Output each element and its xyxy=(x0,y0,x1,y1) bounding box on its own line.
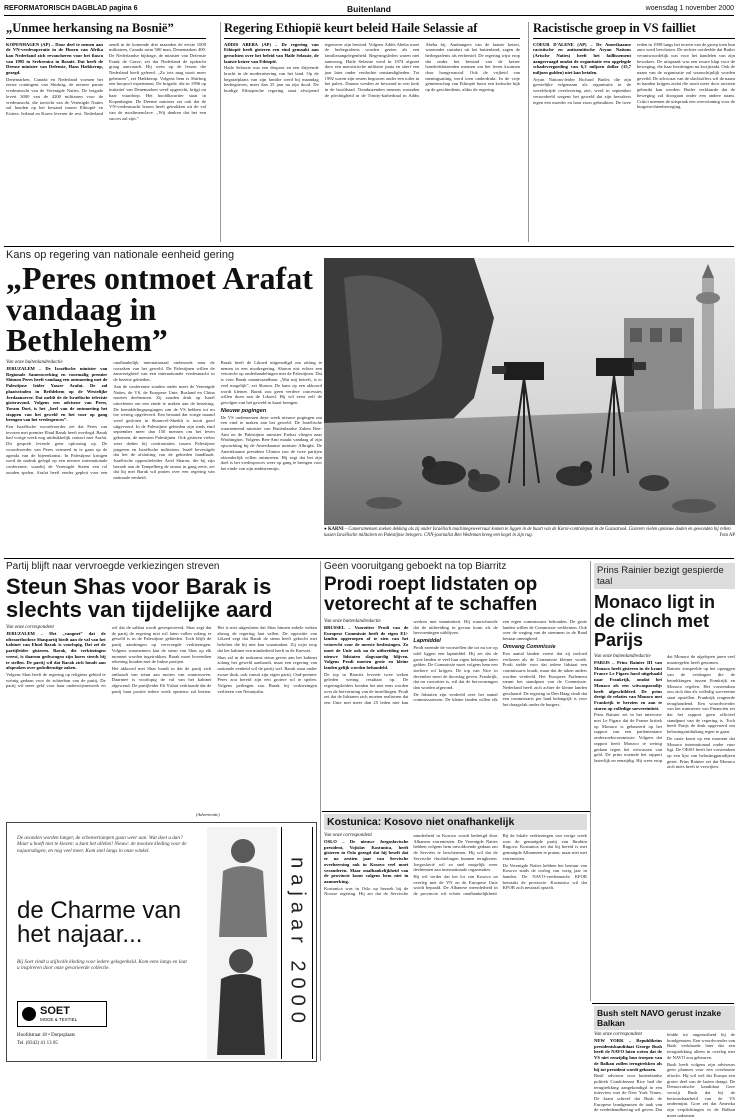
body-shas-3: Shas zal in de toekomst steun geven aan het kabinet zolang het geweld aanhoudt, maar een regering van nationale eenheid wil de partij wel. Barak staat onder zware druk, ook vanuit zijn eigen partij. Oud-premier Peres zou bereid zijn een grotere rol te spelen. Volgens peilingen zou Barak bij verkiezingen verliezen van Netanyahu. xyxy=(217,654,317,694)
ad-address: Hoofdstraat 18 • Dorpsplaats xyxy=(17,1033,75,1038)
photo-scene xyxy=(324,258,735,525)
lead-bush: NEW YORK – Republikeins presidentskandidaat George Bush heeft de NAVO laten weten dat de VS niet eenzijdig hun troepen van de Balkan zullen terugtrekken als hij tot president wordt gekozen. xyxy=(594,1038,662,1072)
photo-caption xyxy=(324,527,735,538)
column-rule xyxy=(528,22,529,242)
advertisement-soet xyxy=(6,822,317,1062)
section-rule xyxy=(322,811,590,812)
lead-kosovo: OSLO – De nieuwe Joegoslavische president, Vojislav Kostunica, heeft gisteren in Oslo gezegd dat hij beseft dat er na zestien jaar van Servische overheersing ook in Kosovo veel moet veranderen. Maar onafhankelijkheid van de provincie komt volgens hem niet in aanmerking. xyxy=(324,839,409,884)
article-bosnie xyxy=(6,22,206,244)
ad-vertical-banner xyxy=(281,827,313,1059)
photo-credit: Foto AP xyxy=(719,532,735,538)
ad-intro: De avonden worden langer, de schemerlampen gaan weer aan. Wat doet u dan? Maar u hoeft niet te kiezen: u kunt het allebei! Nieuw: de mooiste kleding voor de najaarsdagen, en nog veel meer. Kom snel langs in onze winkel. xyxy=(17,835,187,854)
section-rule xyxy=(592,1003,734,1004)
headline-shas: Steun Shas voor Barak is slechts van tijdelijke aard xyxy=(6,574,273,622)
caption-marker: ● xyxy=(324,527,329,532)
article-monaco xyxy=(594,563,735,999)
article-kosovo xyxy=(324,814,587,1062)
column-rule xyxy=(320,561,321,1061)
headline-bosnie: „Unmee herkansing na Bosnië” xyxy=(6,22,206,39)
caption-label: KARNI xyxy=(328,527,344,532)
lead-monaco: PARIJS – Prins Rainier III van Monaco heeft gisteren in de krant France Le Figaro hard uitgehaald naar Frankrijk, omdat het Monaco als een witwasparadijs heeft afgeschilderd. De prins dreigt de relaties van Monaco met Frankrijk te herzien en aan te sturen op volledige soevereiniteit. xyxy=(594,660,662,711)
article-bush xyxy=(594,1006,735,1118)
lead-racist: COEUR D'ALENE (AP) – De Amerikaanse racistische en antisemitische Aryan Nations (Arische Naties) heeft het faillissement aangevraagd omdat de organisatie een opgelegde schadevergoeding van 6,3 miljoen dollar (15,7 miljoen gulden) niet kan betalen. xyxy=(533,41,631,76)
issue-date: woensdag 1 november 2000 xyxy=(645,5,734,12)
lead-selassie: ADDIS ABEBA (AP) – De regering van Ethiopië heeft gisteren een eind gemaakt aan geruchten over het beleid van Haile Selassie, de laatste keizer van Ethiopië. xyxy=(224,41,319,64)
kicker-prodi: Geen vooruitgang geboekt na top Biarritz xyxy=(324,561,507,572)
ad-phone: Tel. (0342) 41 13 05 xyxy=(17,1041,58,1046)
headline-strip-kosovo xyxy=(324,814,587,830)
ad-slogan: de Charme van het najaar... xyxy=(17,897,182,948)
kicker-arafat: Kans op regering van nationale eenheid gering xyxy=(6,249,235,261)
body-prodi-3: De lidstaten zijn verdeeld over het aantal commissarissen. De kleine landen willen elk een eigen commissaris behouden. De grote landen willen de Commissie verkleinen. Ook over de weging van de stemmen in de Raad bestaat onenigheid. xyxy=(413,619,587,703)
lead-arafat: JERUZALEM – De Israëlische minister van Regionale Samenwerking en voormalig premier Shimon Peres heeft vandaag een ontmoeting met de Palestijnse leider Yasser Arafat. De zal plaatsvinden in Bethlehem op de Westelijke Jordaanoever. Dat meldt de de Israëlische televisie gisteravond. Volgens een adviseur van Peres, Yoram Dori, is het „heel van de ontmoeting het stoppen van het geweld en het voor op gang brengen van het vredesproces”. xyxy=(6,366,108,423)
body-monaco-1: Prins Rainier zei in het interview met Le Figaro dat de Franse kritiek op Monaco is gebaseerd op het rapport van een parlementaire onderzoekscommissie. Volgens dat rapport heeft Monaco te weinig gedaan tegen het witwassen van geld. De prins noemde het rapport lasterlijk en eenzijdig. Hij wees erop dat Monaco de afgelopen jaren veel maatregelen heeft genomen. xyxy=(594,654,735,763)
byline-bush: Van onze correspondent xyxy=(594,1032,642,1037)
lead-shas: JERUZALEM – Het „vangnet” dat de ultraorthodoxe Shaspartij biedt aan de val van het kabinet van Ehud Barak is voorlopig. Dat zei de partijleider gisteren. Barak, die verkiezingen vreest, is daarom gedwongen zijn koers steeds bij te stellen. De partij wil dat Barak zich houdt aan afspraken over godsdienstige zaken. xyxy=(6,631,106,671)
kicker-strip-monaco xyxy=(594,563,735,589)
article-shas xyxy=(6,561,317,811)
headline-monaco: Monaco ligt in de clinch met Parijs xyxy=(594,592,715,650)
caption-text: – Cameramensen zoeken dekking als zij onder Israëlisch machinegeweervuur komen te liggen in de buurt van de Karni-controlepost in de Gazastrook. Gisteren vielen opnieuw doden en gewonden bij rellen tussen Israëlische militairen en Palestijnse betogers. CNN-journalist Ben Wedeman kreeg een kogel in zijn rug. xyxy=(324,527,731,538)
body-prodi-1: De top in Biarritz leverde twee weken geleden weinig resultaat op. De regeringsleiders konden het niet eens worden over de hervorming van de instellingen. Prodi zei dat de lidstaten zich moeten realiseren dat een Unie met meer dan 25 leden niet kan werken met unanimiteit. Hij waarschuwde dat de uitbreiding in gevaar komt als de hervormingen uitblijven. xyxy=(324,619,498,706)
headline-strip-bush xyxy=(594,1006,735,1030)
body-prodi-2: Prodi noemde de voorstellen die tot nu toe op tafel liggen een lapmiddel. Hij zei dat de grote landen te veel hun eigen belangen laten gelden. De Commissie moet volgens hem een sterkere rol krijgen. De top van Nice in december moet de doorslag geven. Frankrijk, dat nu voorzitter is, wil dat de hervormingen dan worden afgerond. xyxy=(413,645,498,691)
news-photo-karni xyxy=(324,258,735,525)
headline-arafat: „Peres ontmoet Arafat vandaag in Bethlehem” xyxy=(6,260,313,358)
body-arafat-1: Een Israëlische woordvoerder zei dat Peres van tevoren met premier Ehud Barak heeft overlegd. Barak had vorige week nog uitdrukkelijk contact met Arafat. Dit gesprek leverde geen oplossing op. De woordvoerder van Peres vermeed in te gaan op de agenda van de bijeenkomst. In Palestijnse kringen werd de nadruk gelegd op een nieuwe internationale conferentie, waarbij de Verenigde Staten een rol zouden spelen. Arafat heeft eerder gepleit voor een onafhankelijk internationaal onderzoek naar de oorzaken van het geweld. De Palestijnen willen de aanwezigheid van een internationale vredesmacht in de bezette gebieden. xyxy=(6,360,215,475)
soet-logo-icon xyxy=(22,1007,36,1021)
body-selassie: Haile Selassie was een despoot en een drijvende kracht in de modernisering van het land. Op de begraafplaats van zijn familie werd hij maandag herbegraven, meer dan 25 jaar na zijn dood. De huidige Ethiopische regering staat afwijzend tegenover zijn bewind. Volgens Addis Abeba moet de herbegrafenis worden gezien als een familieaangelegenheid. Regeringsleden waren niet aanwezig. Haile Selassie werd in 1974 afgezet door een marxistische militaire junta en stierf een jaar later onder verdachte omstandigheden. Tot 1992 waren zijn resten begraven onder een toilet in het paleis. Daarna werden ze bewaard in een kerk in de hoofdstad. Tienduizenden mensen woonden de plechtigheid in de Trinity-kathedraal in Addis Abeba bij. Aanhangers van de laatste keizer, waaronder rastafari uit het buitenland, zagen de herbegrafenis als eerherstel. De regering wijst erop dat onder het bewind van de keizer honderdduizenden mensen om het leven kwamen door hongersnood. Ook de vrijheid van meningsuiting werd toen onderdrukt. In de vrije gemeenschap van Ethiopië hoort een kritische kijk op de geschiedenis, aldus de regering. xyxy=(224,41,520,98)
body-arafat-4: De VS ondernemen deze week nieuwe pogingen om een eind te maken aan het geweld. De Israëlische waarnemend minister van Buitenlandse Zaken Ben-Ami en de Palestijnse minister Erekat vliegen naar Washington. Volgens Ben-Ami maakt vandaag al zijn opwachting bij de Amerikaanse minister Albright. De Amerikaanse president Clinton zou de twee partijen afzonderlijk willen ontmoeten. Hij zegt dat het zijn doel is het vredesproces weer op gang te brengen voor het einde van zijn ambtstermijn. xyxy=(220,414,322,471)
ad-body: Bij Soet vindt u stijlvolle kleding voor iedere gelegenheid. Kom eens langs en laat u inspireren door onze gevarieerde collectie. xyxy=(17,959,187,972)
subhead-arafat: Nieuwe pogingen xyxy=(220,407,267,414)
ad-brand-sub: MODE & TEXTIEL xyxy=(40,1017,78,1022)
column-rule xyxy=(590,561,591,1001)
body-kosovo-2: Hij wil verder dat het lot van Kosovo na overleg met de VN en de Europese Unie wordt bepaald. De Albanese meerderheid in de provincie wil echter onafhankelijkheid. Bij de lokale verkiezingen van vorige week won de gematigde partij van Ibrahim Rugova. Kostunica zei dat hij bereid is met gematigde Albanezen te praten, maar niet met extremisten. xyxy=(413,833,587,897)
headline-racist: Racistische groep in VS failliet xyxy=(533,22,735,39)
byline-arafat: Van onze buitenlandredactie xyxy=(6,360,63,365)
body-kosovo-1: Kostunica was in Oslo op bezoek bij de Noorse regering. Hij zei dat de Servische minderheid in Kosovo wordt bedreigd door Albanese extremisten. De Verenigde Naties hebben volgens hem onvoldoende gedaan om de Serviërs te beschermen. Hij wil dat de Servische vluchtelingen kunnen terugkeren. Joegoslavië wil zo snel mogelijk weer deelnemen aan internationale organisaties. xyxy=(324,833,498,897)
headline-kosovo: Kostunica: Kosovo niet onafhankelijk xyxy=(327,816,515,828)
body-prodi-4: Een aantal landen vreest dat zij invloed verliezen als de Commissie kleiner wordt. Prodi stelde voor dat iedere lidstaat een commissaris houdt, maar dat de taken anders worden verdeeld. Het Europees Parlement steunt het standpunt van de Commissie. Nederland heeft zich achter de kleine landen geschaard. De regering in Den Haag vindt dat een commissaris per land belangrijk is voor het draagvlak onder de burgers. xyxy=(502,650,587,708)
column-rule xyxy=(220,22,221,242)
paper-name: REFORMATORISCH DAGBLAD pagina 6 xyxy=(4,5,138,12)
lead-bosnie: KOPENHAGEN (AP) – Door deel te nemen aan de VN-vredesoperatie in de Hoorn van Afrika kan Nederland zich revancheren voor het fiasco van 1995 in Srebrenica in Bosnië. Dat heeft de Deense minister van Defensie, Hans Hækkerup, gezegd. xyxy=(6,41,103,76)
body-kosovo-3: De Verenigde Naties hebben het bestuur van Kosovo sinds de oorlog van vorig jaar in handen. De NAVO-vredesmacht KFOR bewaakt de provincie. Kostunica wil dat KFOR zich neutraal opstelt. xyxy=(502,862,587,891)
ad-label: (Advertentie) xyxy=(196,812,220,817)
body-racist: Aryan Nations-leider Richard Butler, die zijn geestelijke erfgenaam als organisatie in de wereldwijde overlevering ziet, werd in september veroordeeld wegens het geweld dat zijn bewakers tegen een moeder en haar zoon gebruikten. De twee reden in 1998 langs het terrein van de groep toen hun auto werd beschoten. De rechter oordeelde dat Butler verantwoordelijk was voor het handelen van zijn bewakers. De uitspraak was een zware klap voor de beweging, die haar bezittingen nu kwijtraakt. Ook de naam van de organisatie zal waarschijnlijk worden geveild. De advocaat van de slachtoffers wil de naam in handen krijgen zodat die nooit meer door racisten gebruikt kan worden. Butler verklaarde dat de beweging zal doorgaan onder een andere naam. Critici noemen de uitspraak een overwinning voor de burgerrechtenbeweging. xyxy=(533,41,736,110)
article-arafat xyxy=(6,249,322,555)
section-rule xyxy=(4,246,734,247)
lead-prodi: BRUSSEL – Voorzitter Prodi van de Europese Commissie heeft de eigen EU-landen opgeroepen af te zien van het vetorecht voor de meeste beslissingen. Zo moet de Unie ook na de uitbreiding met nieuwe lidstaten slagvaardig blijven. Volgens Prodi moeten grote en kleine landen gelijk worden behandeld. xyxy=(324,625,409,670)
article-selassie xyxy=(224,22,520,244)
byline-monaco: Van onze buitenlandredactie xyxy=(594,654,651,659)
article-prodi xyxy=(324,561,587,809)
ad-models-photo xyxy=(207,827,277,1059)
byline-kosovo: Van onze correspondent xyxy=(324,833,372,838)
subhead-prodi-2: Omvang Commissie xyxy=(502,643,556,650)
byline-prodi: Van onze buitenlandredactie xyxy=(324,619,381,624)
headline-prodi: Prodi roept lidstaten op vetorecht af te schaffen xyxy=(324,574,538,615)
ad-brand: SOET xyxy=(40,1005,70,1017)
body-shas-1: Volgens Shas heeft de regering op religieus gebied te weinig gedaan voor de achterban van de partij. De partij wil meer geld voor haar onderwijsnetwerk en wil dat de sabbat wordt gerespecteerd. Shas zegt dat de partij de regering niet wil laten vallen zolang er geweld is in de Palestijnse gebieden. Toch blijft de partij aandringen op vervroegde verkiezingen. Volgens waarnemers kan de steun van Shas op elk moment worden ingetrokken. Barak moet bovendien rekening houden met de linkse partijen. xyxy=(6,625,212,689)
body-arafat-2: Aan de conferentie zouden onder meer de Verenigde Naties, de VS, de Europese Unie, Rusland en China moeten deelnemen. Zij zouden druk op Israël uitoefenen om een einde te maken aan de bezetting. De bemiddelingspogingen van de VS hebben tot nu toe weinig opgeleverd. Een bestand dat vorige maand werd gesloten in Sharm-el-Sheikh is nooit goed uitgevoerd. In de Palestijnse gebieden zijn sinds eind september meer dan 150 mensen om het leven gekomen, de meesten Palestijnen. Ook gisteren vielen weer doden bij confrontaties tussen Palestijnse jongeren en Israëlische militairen. Israël bevestigde dat het de afsluiting van de gebieden handhaaft. Israëlische oppositieleider Ariel Sharon, die bij zijn bezoek aan de Tempelberg de onrust in gang zette, zei dat hij met Barak wil praten over een regering van nationale eenheid. xyxy=(113,383,215,481)
body-monaco-2: Rainier zinspeelde op het opzeggen van de verdragen die de betrekkingen tussen Frankrijk en Monaco regelen. Het vorstendom zou zich dan als volledig soevereine staat opstellen. Frankrijk reageerde terughoudend. Een woordvoerder van het ministerie van Financiën zei dat het rapport geen officieel standpunt van de regering is. Toch heeft Parijs de druk opgevoerd om belastingontduiking tegen te gaan. xyxy=(667,666,735,735)
ad-logo xyxy=(17,1001,107,1027)
body-monaco-3: De ruzie komt op een moment dat Monaco internationaal onder vuur ligt. De OESO heeft het vorstendom op een lijst van belastingparadijzen gezet. Prins Rainier zei dat Monaco zich niets heeft te verwijten. xyxy=(667,735,735,770)
subhead-prodi-1: Lapmiddel xyxy=(413,638,441,645)
headline-selassie: Regering Ethiopië keurt beleid Haile Selassie af xyxy=(224,22,520,39)
article-racist xyxy=(533,22,735,244)
section-rule xyxy=(4,558,734,559)
section-title: Buitenland xyxy=(347,4,391,14)
body-shas-2: Het akkoord met Shas houdt in dat de partij zich onthoudt van steun aan moties van wantrouwen. Daarmee is voorlopig de val van het kabinet afgewend. De partijleider Eli Yishai verklaarde dat de partij haar positie iedere week opnieuw zal bezien. Het is niet uitgesloten dat Shas binnen enkele weken alsnog de regering laat vallen. De oppositie van Likoed zegt dat Barak de steun heeft gekocht met beloften die hij niet kan waarmaken. Zij wijst erop dat het kabinet een minderheid heeft in de Knesset. xyxy=(111,625,317,694)
kicker-shas: Partij blijft naar vervroegde verkiezingen streven xyxy=(6,561,220,572)
masthead xyxy=(4,4,734,16)
kicker-monaco: Prins Rainier bezigt gespierde taal xyxy=(597,565,724,587)
body-bush-1: Bush' adviseur voor buitenlandse politiek Condoleezza Rice had die terugtrekking aangekondigd in een interview met de New York Times. De krant schreef dat Bush de Europese bondgenoten de taak van de vredeshandhaving wil geven. Dat leidde tot ongerustheid bij de bondgenoten. Een woordvoerder van Bush verklaarde later dat een terugtrekking alleen in overleg met de NAVO zou gebeuren. xyxy=(594,1032,735,1113)
body-bosnie: Denemarken, Canada en Nederland vormen het eerste contingent van Shirbrig, de nieuwe parate vredesmacht van de Verenigde Naties. De brigade levert 3000 van de 4200 militairen voor de vredesmacht, die toezicht van de Verenigde Naties zal houden op het bestand tussen Ethiopië en Eritrea. Ierland en Korea leveren de rest. Nederland zendt in de komende drie maanden de eerste 1000 militairen, Canada ruim 500 man, Denemarken 400. De Nederlandse bijdrage, de minister van Defensie Frank de Grave, zei dat Nederland de opdracht graag aanvaardt. Hij wees op de lessen die Nederland heeft geleerd. „Zo iets mag nooit meer gebeuren”, zei Hækkerup. Volgens hem is Shirbrig een hoopvol experiment. De brigade, die in 1996 op initiatief van Denemarken werd opgericht, krijgt nu haar vuurdoop. Het hoofdkwartier staat in Kopenhagen. De Deense minister zei ook dat de VN-vredesmacht lessen heeft getrokken uit de val van de moslimenclave. „Wij denken dat het een succes zal zijn.” xyxy=(6,41,206,121)
body-arafat-3: Barak heeft de Likoed uitgenodigd om zitting te nemen in een noodregering. Sharon eist echter een vetorecht op onderhandelingen met de Palestijnen. Dat is voor Barak onaanvaardbaar. „Wat mij betreft, is er veel mogelijk”, zei Sharon. De kans op een akkoord wordt kleiner. Barak zou geen verdere concessies willen doen aan de Likoed. Hij wil eerst zelf de gevolgen van het geweld in kaart brengen. xyxy=(220,360,322,405)
body-bush-2: Bush heeft volgens zijn adviseurs geen plannen voor een overhaaste aftocht. Hij wil wel dat Europa een groter deel van de lasten draagt. De Democratische kandidaat Gore verwijt Bush dat hij de betrouwbaarheid van de VS ondermijnt. Gore zei dat Amerika zijn verplichtingen in de Balkan moet nakomen. xyxy=(667,1061,735,1118)
byline-shas: Van onze correspondent xyxy=(6,625,54,630)
headline-bush: Bush stelt NAVO gerust inzake Balkan xyxy=(597,1008,722,1028)
ad-vertical-text: najaar 2000 xyxy=(286,857,309,1029)
